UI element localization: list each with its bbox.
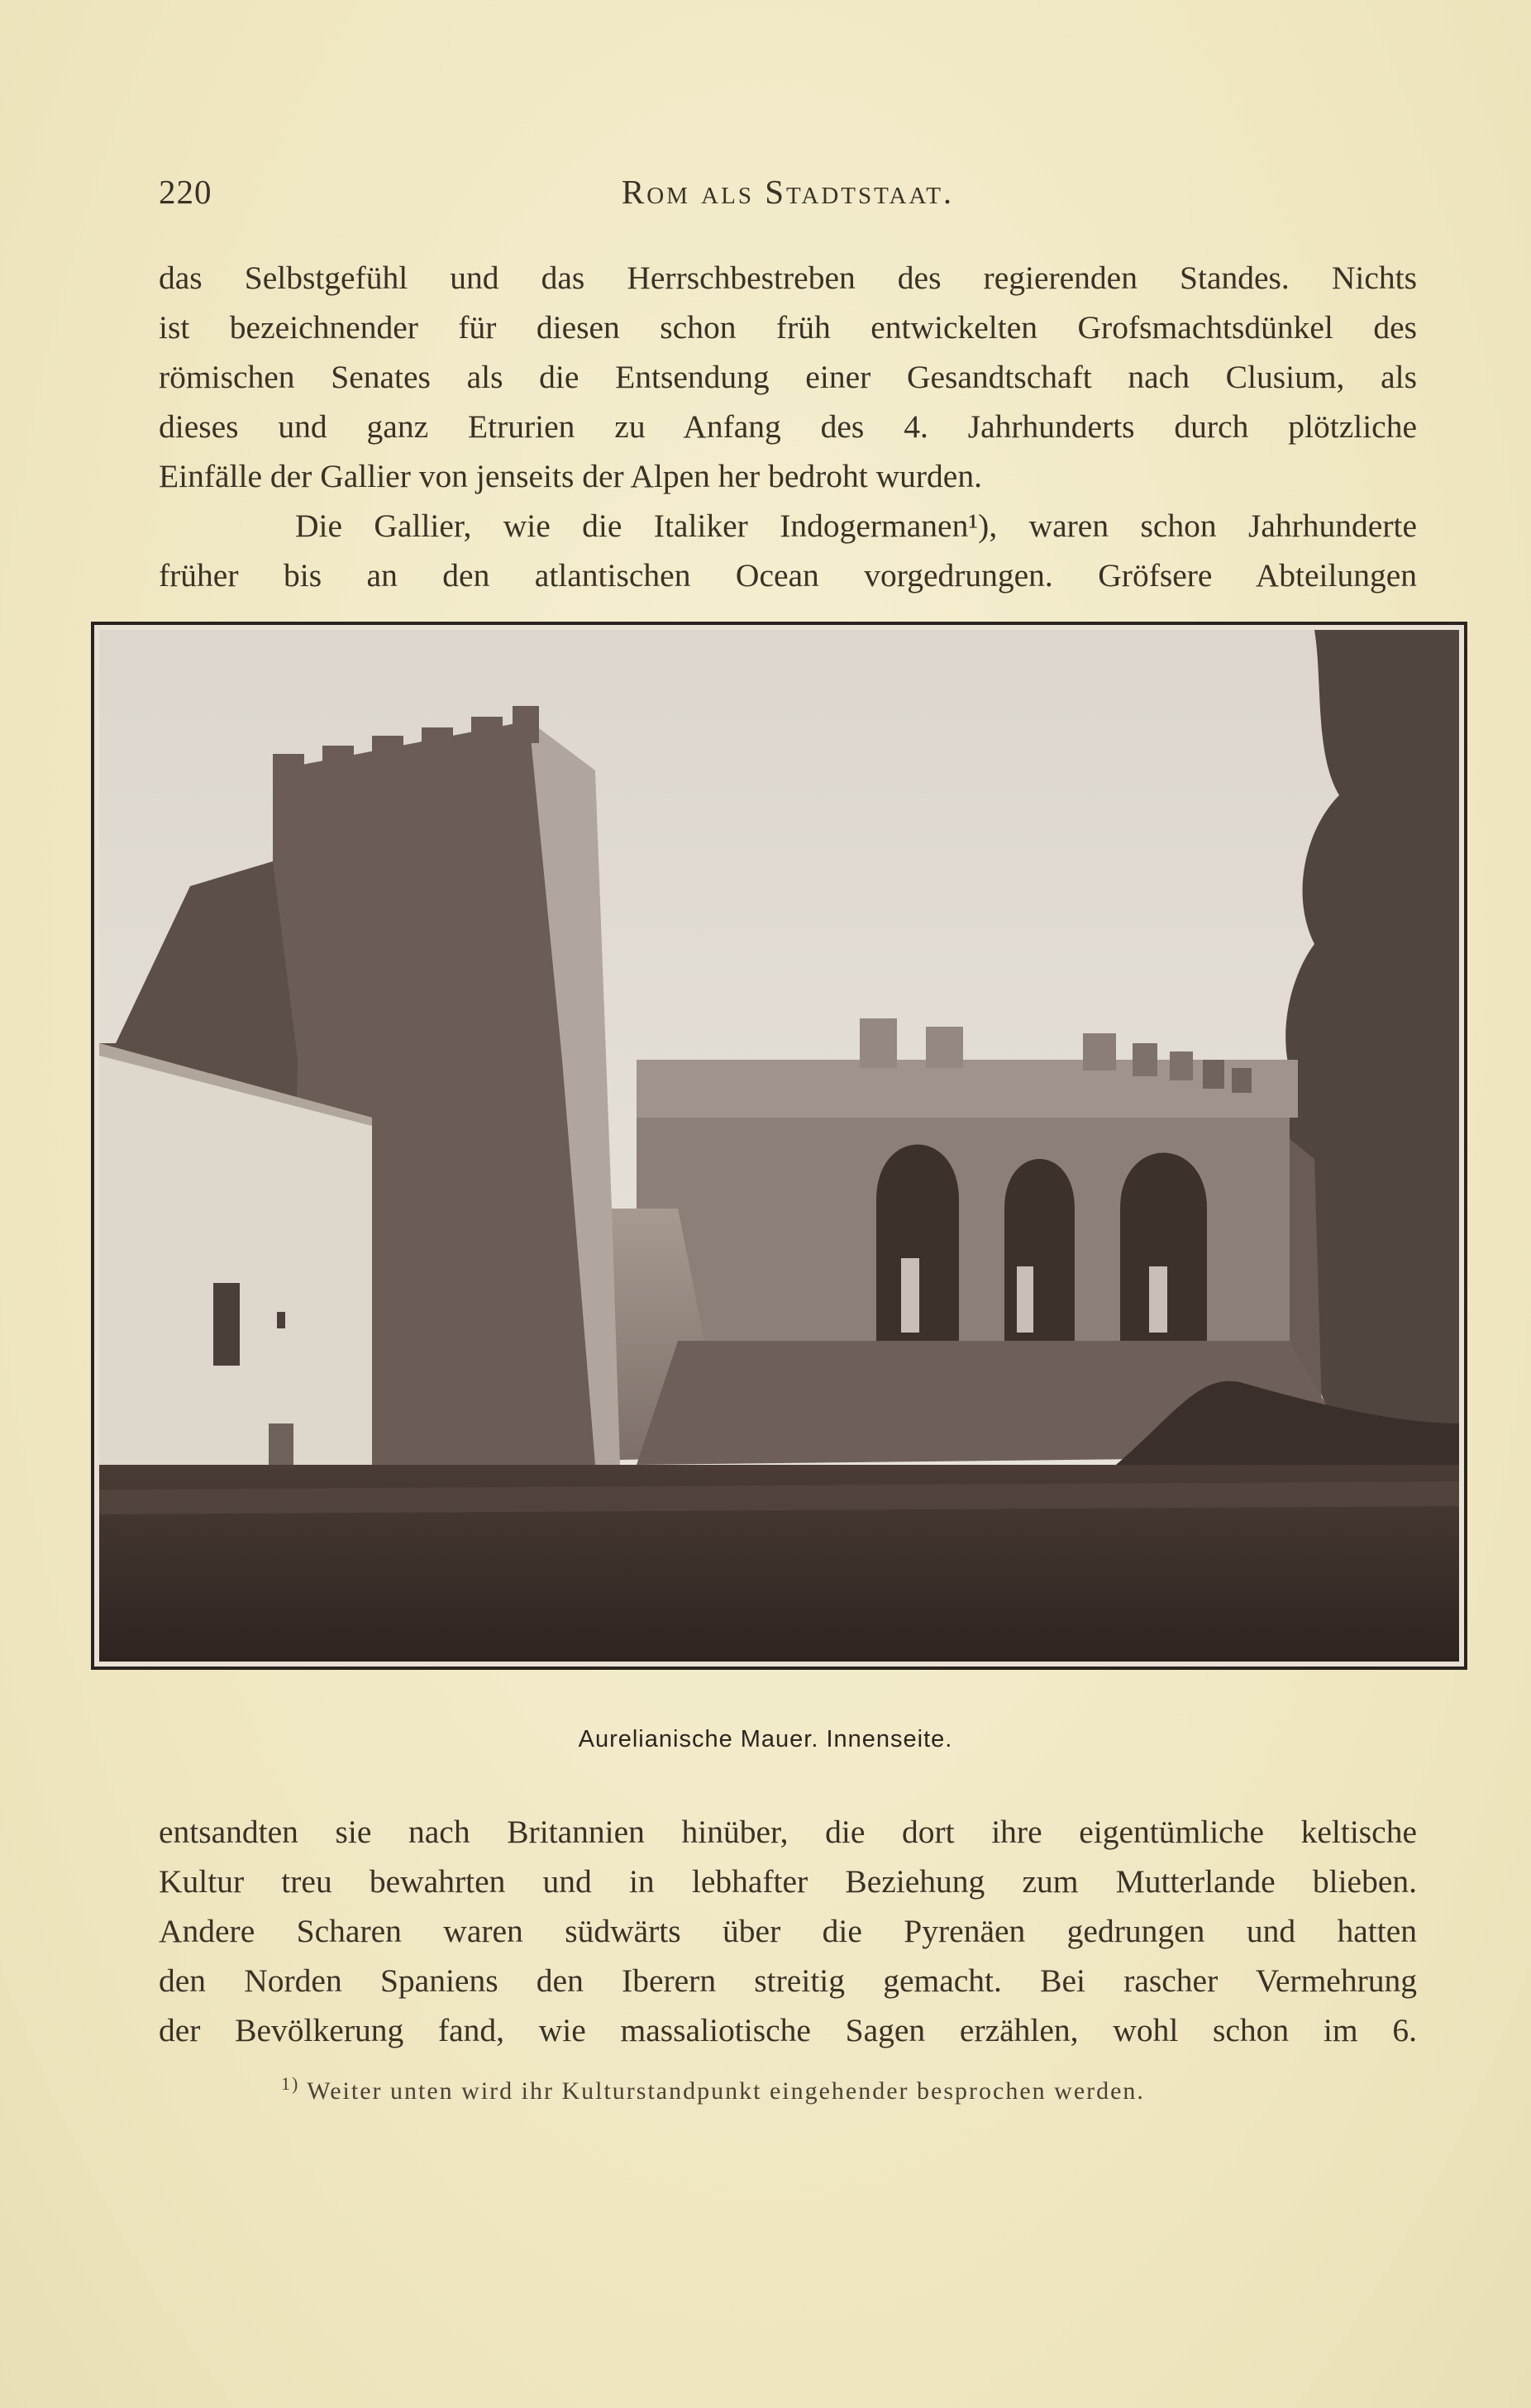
footnote-marker: 1) [281,2073,300,2094]
figure-caption: Aurelianische Mauer. Innenseite. [578,1726,953,1752]
paragraph-1 [159,253,1417,501]
photo-illustration [99,630,1459,1662]
text-line: dieses und ganz Etrurien zu Anfang des 4. Jahrhunderts durch plötzliche [159,408,1417,445]
text-line: Kultur treu bewahrten und in lebhafter Beziehung zum Mutterlande blieben. [159,1863,1417,1900]
text-line: den Norden Spaniens den Iberern streitig gemacht. Bei rascher Vermehrung [159,1962,1417,1999]
text-line: das Selbstgefühl und das Herrschbestreben des regierenden Standes. Nichts [159,260,1417,296]
text-line: Andere Scharen waren südwärts über die Pyrenäen gedrungen und hatten [159,1913,1417,1949]
page-number: 220 [159,173,212,211]
text-line: Einfälle der Gallier von jenseits der Alpen her bedroht wurden. [159,458,982,494]
text-line: früher bis an den atlantischen Ocean vorgedrungen. Gröfsere Abteilungen [159,557,1417,594]
photo-aurelian-wall [91,622,1467,1670]
paragraph-3 [159,1807,1417,2055]
page-header [159,172,1417,222]
text-line: ist bezeichnender für diesen schon früh entwickelten Grofsmachtsdünkel des [159,309,1417,346]
text-line: römischen Senates als die Entsendung einer Gesandtschaft nach Clusium, als [159,359,1417,395]
text-line: entsandten sie nach Britannien hinüber, die dort ihre eigentümliche keltische [159,1814,1417,1850]
paragraph-2 [159,501,1417,600]
text-line: der Bevölkerung fand, wie massaliotische Sagen erzählen, wohl schon im 6. [159,2012,1417,2048]
running-title: Rom als Stadtstaat. [621,173,955,211]
footnote-text: Weiter unten wird ihr Kulturstandpunkt eingehender besprochen werden. [307,2077,1145,2105]
text-line: Die Gallier, wie die Italiker Indogermanen¹), waren schon Jahrhunderte [295,508,1417,544]
footnote [281,2073,1145,2105]
